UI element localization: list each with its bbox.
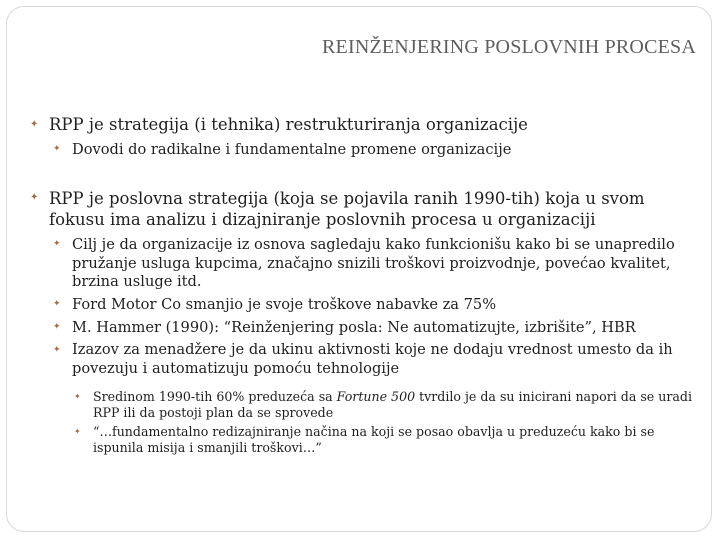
bullet-level2 bbox=[30, 296, 702, 315]
bullet-text-part: tvrdilo je da su inicirani napori da se uradi RPP ili da postoji plan da se sprovede bbox=[93, 388, 692, 420]
bullet-icon bbox=[53, 299, 61, 311]
bullet-text: RPP je strategija (i tehnika) restrukturiranja organizacije bbox=[49, 115, 528, 134]
bullet-level2 bbox=[30, 319, 702, 338]
bullet-level2 bbox=[30, 341, 702, 378]
slide-title: REINŽENJERING POSLOVNIH PROCESA bbox=[322, 36, 696, 58]
bullet-level3 bbox=[30, 424, 702, 456]
bullet-level3 bbox=[30, 389, 702, 421]
bullet-icon bbox=[53, 322, 61, 334]
bullet-icon bbox=[30, 191, 39, 204]
bullet-icon bbox=[74, 427, 81, 437]
bullet-icon bbox=[30, 118, 39, 131]
bullet-icon bbox=[53, 239, 61, 251]
bullet-icon bbox=[53, 345, 61, 357]
bullet-text: M. Hammer (1990): “Reinženjering posla: Ne automatizujte, izbrišite”, HBR bbox=[72, 318, 636, 336]
bullet-text: Cilj je da organizacije iz osnova sagledaju kako funkcionišu kako bi se unapredilo pružanje usluga kupcima, značajno snizili troškovi proizvodnje, povećao kvalitet, brzina usluge itd. bbox=[72, 236, 675, 291]
bullet-icon bbox=[53, 144, 61, 156]
bullet-level1 bbox=[30, 114, 702, 135]
bullet-text: Izazov za menadžere je da ukinu aktivnosti koje ne dodaju vrednost umesto da ih povezuju i automatizuju pomoću tehnologije bbox=[72, 341, 673, 378]
bullet-icon bbox=[74, 392, 81, 402]
bullet-text bbox=[93, 389, 692, 420]
bullet-text: Dovodi do radikalne i fundamentalne promene organizacije bbox=[72, 141, 512, 159]
bullet-text: Ford Motor Co smanjio je svoje troškove nabavke za 75% bbox=[72, 296, 497, 314]
bullet-level1 bbox=[30, 188, 702, 230]
fortune-500-emphasis: Fortune 500 bbox=[336, 388, 416, 404]
bullet-text: “…fundamentalno redizajniranje načina na koji se posao obavlja u preduzeću kako bi se ispunila misija i smanjili troškovi…” bbox=[93, 423, 655, 456]
bullet-level2 bbox=[30, 236, 702, 292]
bullet-text-part: Sredinom 1990-tih 60% preduzeća sa bbox=[93, 388, 337, 404]
bullet-text: RPP je poslovna strategija (koja se pojavila ranih 1990-tih) koja u svom fokusu ima analizu i dizajniranje poslovnih procesa u organizaciji bbox=[49, 188, 645, 229]
slide-content bbox=[30, 114, 702, 459]
spacer bbox=[30, 164, 702, 188]
bullet-level2 bbox=[30, 141, 702, 160]
